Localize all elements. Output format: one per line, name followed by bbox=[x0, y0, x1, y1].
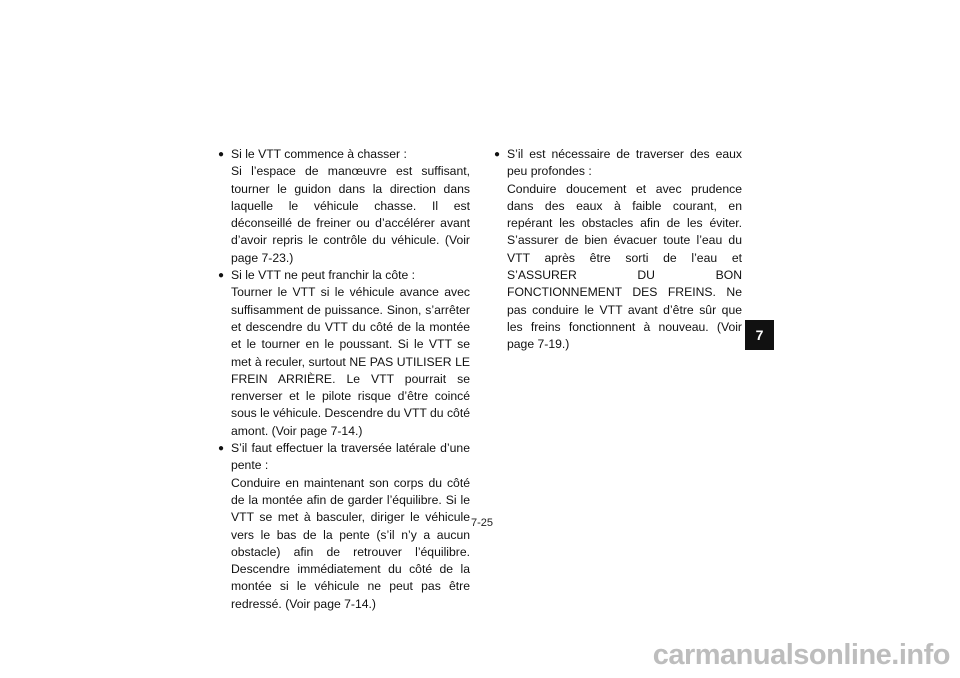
bullet-title: Si le VTT ne peut franchir la côte : bbox=[231, 268, 416, 283]
page-number: 7-25 bbox=[470, 517, 494, 529]
watermark: carmanualsonline.info bbox=[652, 639, 950, 671]
chapter-tab: 7 bbox=[745, 320, 774, 350]
bullet-item bbox=[218, 146, 470, 267]
bullet-title: Si le VTT commence à chasser : bbox=[231, 147, 407, 161]
bullet-text: Conduire doucement et avec prudence dans des eaux à faible courant, en repérant les obstacles afin de les éviter. S’assurer de bien évacuer toute l’eau du VTT après être sorti de l’eau et S’ASSURER DU BON FONCTIONNEMENT DES FREINS. Ne pas conduire le VTT avant d’être sûr que les freins fonctionnent à nouveau. (Voir page 7-19.) bbox=[507, 181, 742, 352]
bullet-dot-icon: ● bbox=[218, 149, 225, 160]
bullet-item bbox=[218, 267, 470, 440]
bullet-text: Conduire en maintenant son corps du côté de la montée afin de garder l’équilibre. Si le VTT se met à basculer, diriger le véhicule vers le bas de la pente (s’il n’y a aucun obstacle) afin de retrouver l’équilibre. Descendre immédiatement du côté de la montée si le véhicule ne peut pas être redressé. (Voir page 7-14.) bbox=[231, 475, 470, 611]
bullet-dot-icon: ● bbox=[494, 149, 501, 160]
bullet-body bbox=[231, 146, 470, 267]
right-column bbox=[494, 146, 742, 354]
left-column bbox=[218, 146, 470, 613]
bullet-title: S’il faut effectuer la traversée latérale d’une pente : bbox=[231, 441, 470, 473]
bullet-title: S’il est nécessaire de traverser des eaux peu profondes : bbox=[507, 147, 742, 179]
bullet-body bbox=[231, 440, 470, 613]
bullet-item bbox=[494, 146, 742, 354]
bullet-body bbox=[507, 146, 742, 354]
bullet-text: Si l’espace de manœuvre est suffisant, tourner le guidon dans la direction dans laquelle le véhicule chasse. Il est déconseillé de freiner ou d’accélérer avant d’avoir repris le contrôle du véhicule. (Voir page 7-23.) bbox=[231, 164, 470, 265]
bullet-item bbox=[218, 440, 470, 613]
bullet-text: Tourner le VTT si le véhicule avance avec suffisamment de puissance. Sinon, s’arrêter et descendre du VTT du côté de la montée et le tourner en le poussant. Si le VTT se met à reculer, surtout NE PAS UTILISER LE FREIN ARRIÈRE. Le VTT pourrait se renverser et le pilote risque d’être coincé sous le véhicule. Descendre du VTT du côté amont. (Voir page 7-14.) bbox=[231, 285, 470, 438]
bullet-body bbox=[231, 267, 470, 440]
bullet-dot-icon: ● bbox=[218, 270, 225, 282]
bullet-dot-icon: ● bbox=[218, 443, 225, 455]
